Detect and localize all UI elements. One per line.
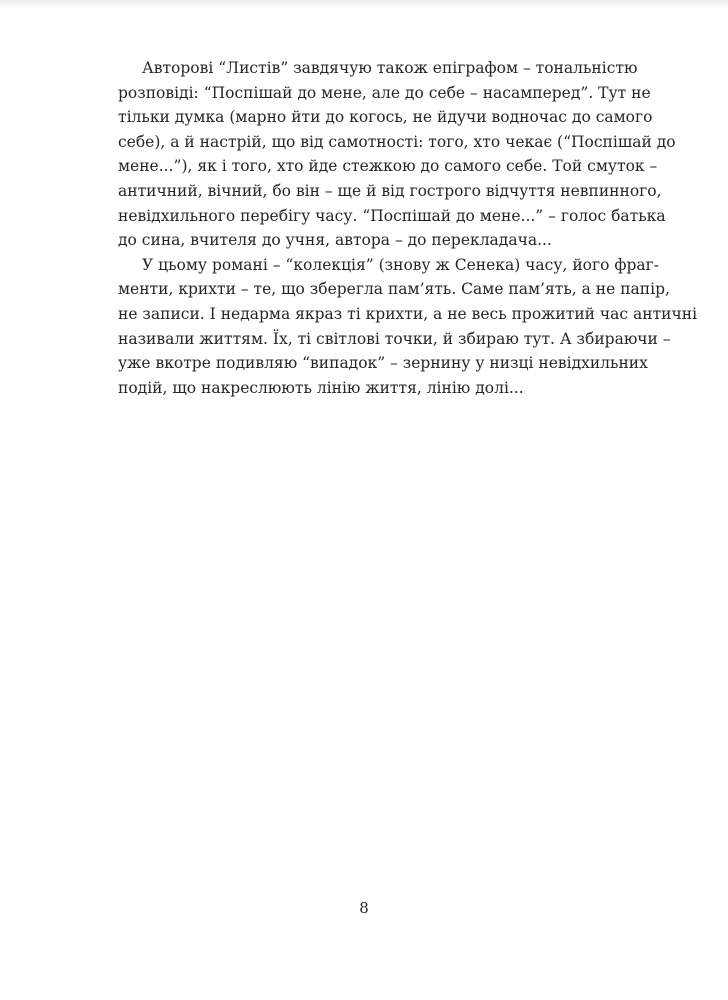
paragraph-1-line-3: тільки думка (марно йти до когось, не йдучи водночас до самого xyxy=(118,108,653,127)
paragraph-2-line-1: У цьому романі – “колекція” (знову ж Сенека) часу, його фраг- xyxy=(142,255,660,274)
paragraph-1-line-1: Авторові “Листів” завдячую також епіграфом – тональністю xyxy=(142,59,638,77)
paragraph-2-line-6: подій, що накреслюють лінію життя, лінію долі... xyxy=(118,378,524,397)
paragraph-1-line-2: розповіді: “Поспішай до мене, але до себе – насамперед”. Тут не xyxy=(118,83,651,102)
page-number: 8 xyxy=(359,899,369,917)
paragraph-1-line-7: невідхильного перебігу часу. “Поспішай до мене...” – голос батька xyxy=(118,206,666,225)
body-text xyxy=(118,56,698,400)
paragraph-2-line-3: не записи. І недарма якраз ті крихти, а не весь прожитий час античні xyxy=(118,304,698,323)
paragraph-1-line-6: античний, вічний, бо він – ще й від гострого відчуття невпинного, xyxy=(118,181,662,200)
paragraph-2-line-2: менти, крихти – те, що зберегла пам’ять. Саме пам’ять, а не папір, xyxy=(118,280,670,299)
page-top-edge xyxy=(0,0,728,8)
paragraph-1-line-8: до сина, вчителя до учня, автора – до перекладача... xyxy=(118,231,552,250)
paragraph-1-line-4: себе), а й настрій, що від самотності: того, хто чекає (“Поспішай до xyxy=(118,132,676,151)
paragraph-2-line-5: уже вкотре подивляю “випадок” – зернину у низці невідхильних xyxy=(118,354,648,373)
paragraph-1-line-5: мене...”), як і того, хто йде стежкою до самого себе. Той смуток – xyxy=(118,157,658,176)
paragraph-2-line-4: називали життям. Їх, ті світлові точки, й збираю тут. А збираючи – xyxy=(118,329,671,348)
